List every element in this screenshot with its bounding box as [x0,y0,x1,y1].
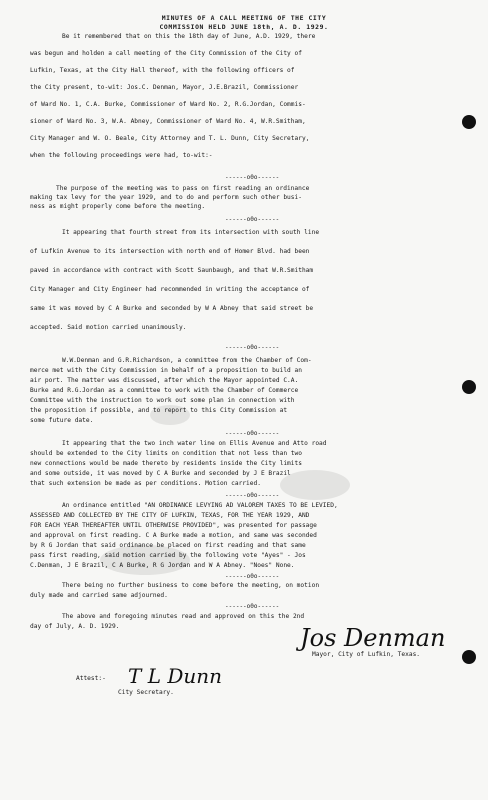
text-line: same it was moved by C A Burke and seconded by W A Abney that said street be [30,305,314,312]
text-line: day of July, A. D. 1929. [30,623,120,630]
text-line: and approval on first reading. C A Burke made a motion, and same was seconded [30,532,317,539]
text-line: The above and foregoing minutes read and approved on this the 2nd [62,613,305,620]
text-line: Be it remembered that on this the 18th day of June, A.D. 1929, there [62,33,316,40]
section-separator: ------o0o------ [225,216,280,223]
text-line: ness as might properly come before the meeting. [30,203,206,210]
text-line: of Lufkin Avenue to its intersection with north end of Homer Blvd. had been [30,248,310,255]
section-separator: ------o0o------ [225,174,280,181]
mayor-signature: Jos Denman [300,624,446,652]
text-line: and some outside, it was moved by C A Burke and seconded by J E Brazil [30,470,291,477]
section-separator: ------o0o------ [225,603,280,610]
secretary-signature: T L Dunn [128,664,223,688]
mayor-title: Mayor, City of Lufkin, Texas. [312,651,421,658]
text-line: by R G Jordan that said ordinance be placed on first reading and that same [30,542,306,549]
text-line: sioner of Ward No. 3, W.A. Abney, Commissioner of Ward No. 4, W.R.Smitham, [30,118,306,125]
section-separator: ------o0o------ [225,344,280,351]
section-separator: ------o0o------ [225,573,280,580]
text-line: accepted. Said motion carried unanimously. [30,324,187,331]
text-line: merce met with the City Commission in behalf of a proposition to build an [30,367,302,374]
text-line: the City present, to-wit: Jos.C. Denman, Mayor, J.E.Brazil, Commissioner [30,84,299,91]
secretary-title: City Secretary. [118,689,174,696]
text-line: of Ward No. 1, C.A. Burke, Commissioner of Ward No. 2, R.G.Jordan, Commis- [30,101,306,108]
text-line: air port. The matter was discussed, after which the Mayor appointed C.A. [30,377,299,384]
punch-hole [462,115,476,129]
text-line: should be extended to the City limits on condition that not less than two [30,450,302,457]
text-line: City Manager and W. O. Beale, City Attorney and T. L. Dunn, City Secretary, [30,135,310,142]
text-line: Burke and R.G.Jordan as a committee to work with the Chamber of Commerce [30,387,299,394]
text-line: Lufkin, Texas, at the City Hall thereof, with the following officers of [30,67,295,74]
text-line: An ordinance entitled "AN ORDINANCE LEVYING AD VALOREM TAXES TO BE LEVIED, [62,502,338,509]
section-separator: ------o0o------ [225,492,280,499]
text-line: that such extension be made as per conditions. Motion carried. [30,480,261,487]
text-line: FOR EACH YEAR THEREAFTER UNTIL OTHERWISE PROVIDED", was presented for passage [30,522,317,529]
text-line: C.Denman, J E Brazil, C A Burke, R G Jordan and W A Abney. "Noes" None. [30,562,295,569]
ink-smudge [100,545,190,575]
text-line: new connections would be made thereto by residents inside the City limits [30,460,302,467]
attest-label: Attest:- [76,675,106,682]
text-line: pass first reading, said motion carried by the following vote "Ayes" - Jos [30,552,306,559]
section-separator: ------o0o------ [225,430,280,437]
text-line: W.W.Denman and G.R.Richardson, a committee from the Chamber of Com- [62,357,312,364]
text-line: the proposition if possible, and to report to this City Commission at [30,407,288,414]
text-line: ASSESSED AND COLLECTED BY THE CITY OF LUFKIN, TEXAS, FOR THE YEAR 1929, AND [30,512,310,519]
punch-hole [462,650,476,664]
punch-hole [462,380,476,394]
text-line: some future date. [30,417,94,424]
text-line: There being no further business to come before the meeting, on motion [62,582,320,589]
text-line: It appearing that fourth street from its intersection with south line [62,229,320,236]
text-line: paved in accordance with contract with Scott Saunbaugh, and that W.R.Smitham [30,267,314,274]
text-line: duly made and carried same adjourned. [30,592,168,599]
text-line: Committee with the instruction to work out some plan in connection with [30,397,295,404]
text-line: was begun and holden a call meeting of the City Commission of the City of [30,50,302,57]
minutes-title-line1: MINUTES OF A CALL MEETING OF THE CITY [161,14,327,22]
text-line: when the following proceedings were had, to-wit:- [30,152,213,159]
minutes-title-line2: COMMISSION HELD JUNE 18th, A. D. 1929. [159,23,329,31]
text-line: City Manager and City Engineer had recommended in writing the acceptance of [30,286,310,293]
text-line: The purpose of the meeting was to pass on first reading an ordinance [56,185,310,192]
text-line: making tax levy for the year 1929, and to do and perform such other busi- [30,194,302,201]
text-line: It appearing that the two inch water line on Ellis Avenue and Atto road [62,440,327,447]
